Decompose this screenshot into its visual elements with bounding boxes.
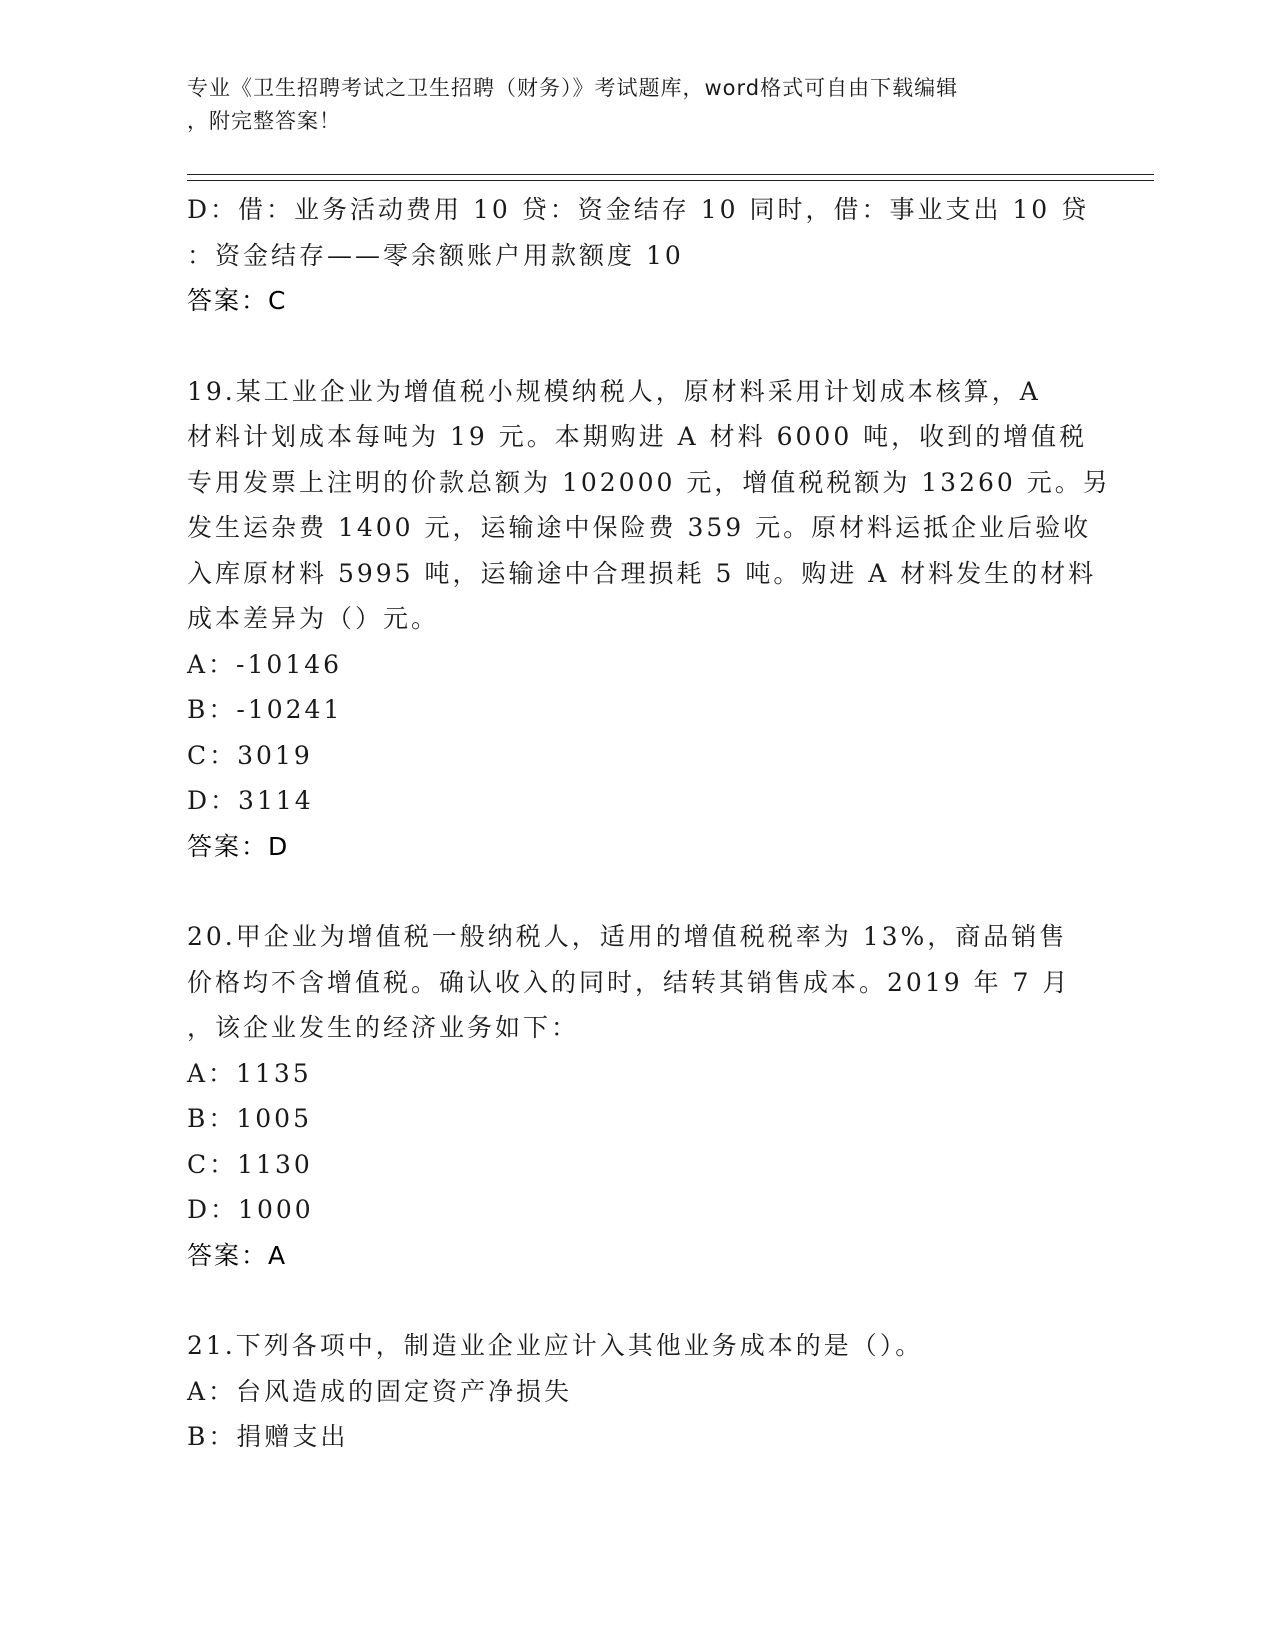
question-stem-line: 20.甲企业为增值税一般纳税人，适用的增值税税率为 13%，商品销售 (187, 922, 1068, 951)
option-a: A：1135 (187, 1058, 312, 1088)
option-b: B：1005 (187, 1104, 312, 1133)
question-stem-line: 发生运杂费 1400 元，运输途中保险费 359 元。原材料运抵企业后验收 (187, 513, 1092, 542)
header-line-1: 专业《卫生招聘考试之卫生招聘（财务）》考试题库，word格式可自由下载编辑 (187, 76, 959, 100)
option-b: B：-10241 (187, 695, 343, 724)
spacer (187, 1278, 1067, 1323)
document-body (187, 187, 1111, 1460)
answer-line: 答案：A (187, 1240, 288, 1270)
question-stem-line: 成本差异为（）元。 (187, 604, 440, 633)
question-18-tail (187, 187, 1090, 324)
question-stem-line: 材料计划成本每吨为 19 元。本期购进 A 材料 6000 吨，收到的增值税 (187, 422, 1088, 451)
option-d: D：借：业务活动费用 10 贷：资金结存 10 同时，借：事业支出 10 贷 (187, 195, 1090, 224)
option-d: D：3114 (187, 786, 314, 815)
answer-line: 答案：C (187, 286, 288, 315)
question-stem-line: ，该企业发生的经济业务如下： (187, 1013, 580, 1042)
question-stem-line: 21.下列各项中，制造业企业应计入其他业务成本的是（）。 (187, 1331, 924, 1360)
header-divider-top (187, 174, 1154, 175)
option-b: B：捐赠支出 (187, 1422, 349, 1451)
option-a: A：台风造成的固定资产净损失 (187, 1376, 573, 1406)
option-a: A：-10146 (187, 649, 343, 679)
document-header (187, 72, 1067, 138)
header-divider-bottom (187, 180, 1154, 181)
question-21 (187, 1323, 1067, 1460)
option-c: C：1130 (187, 1149, 313, 1179)
answer-line: 答案：D (187, 831, 290, 861)
question-stem-line: 价格均不含增值税。确认收入的同时，结转其销售成本。2019 年 7 月 (187, 967, 1071, 997)
question-stem-line: 专用发票上注明的价款总额为 102000 元，增值税税额为 13260 元。另 (187, 467, 1111, 497)
spacer (187, 324, 1067, 369)
question-stem-line: 入库原材料 5995 吨，运输途中合理损耗 5 吨。购进 A 材料发生的材料 (187, 558, 1097, 588)
spacer (187, 869, 1067, 914)
question-stem-line: 19.某工业企业为增值税小规模纳税人，原材料采用计划成本核算，A (187, 376, 1041, 406)
option-c: C：3019 (187, 740, 313, 770)
option-d: D：1000 (187, 1195, 314, 1224)
header-line-2: ，附完整答案！ (187, 109, 341, 133)
question-20 (187, 914, 1071, 1278)
option-d-continued: ：资金结存——零余额账户用款额度 10 (187, 240, 684, 270)
question-19 (187, 369, 1111, 870)
